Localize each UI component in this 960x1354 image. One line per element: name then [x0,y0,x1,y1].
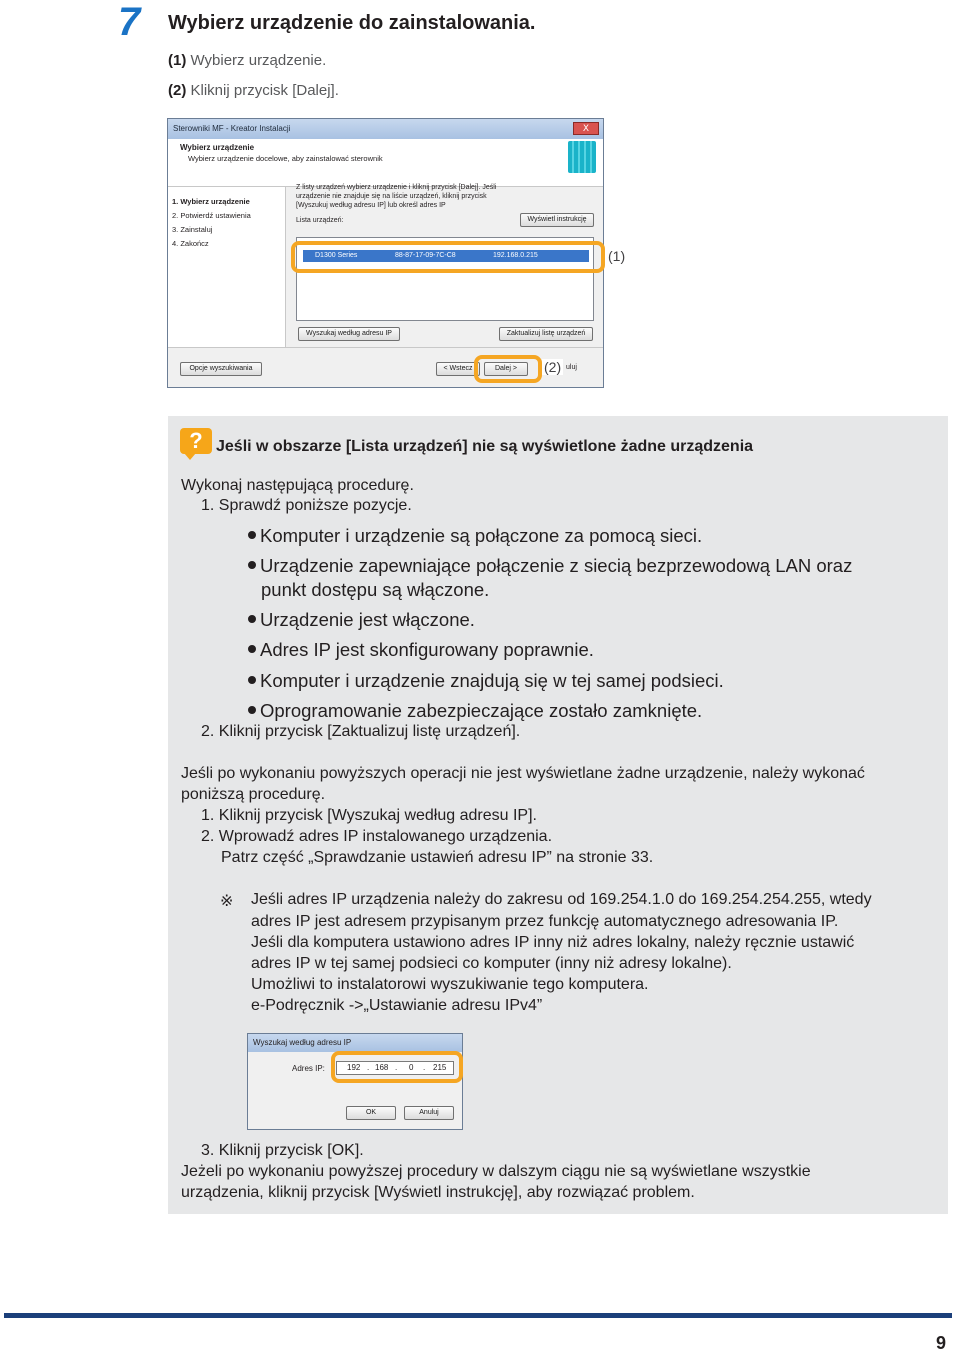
sub-step-3: 3. Kliknij przycisk [OK]. [201,1142,364,1159]
note-line: e-Podręcznik ->„Ustawianie adresu IPv4” [251,997,543,1014]
bullet-icon [248,645,256,653]
substep-2-num: (2) [168,82,187,99]
sub-step-1: 1. Kliknij przycisk [Wyszukaj według adresu IP]. [201,807,537,824]
check-item [248,700,702,722]
note-line: Umożliwi to instalatorowi wyszukiwanie tego komputera. [251,976,649,993]
check-text: Urządzenie jest włączone. [260,609,475,630]
final-line2: urządzenia, kliknij przycisk [Wyświetl instrukcję], aby rozwiązać problem. [181,1184,695,1201]
back-button[interactable]: < Wstecz [436,362,480,376]
substep-1-num: (1) [168,52,187,69]
step-number: 7 [118,0,141,44]
device-list-label: Lista urządzeń: [296,217,344,224]
note-line: adres IP jest adresem przypisanym przez funkcję automatycznego adresowania IP. [251,913,839,930]
ip-highlight [331,1051,463,1083]
installer-header-subtitle: Wybierz urządzenie docelowe, aby zainstalować sterownik [188,154,383,163]
info-step-2: 2. Kliknij przycisk [Zaktualizuj listę urządzeń]. [201,723,521,740]
cancel-button-fragment[interactable]: uluj [566,364,577,371]
callout-1: (1) [608,248,626,264]
installer-titlebar: Sterowniki MF - Kreator Instalacji [168,119,603,139]
ip-octet-1: 192 [347,1063,361,1072]
check-text: Oprogramowanie zabezpieczające zostało zamknięte. [260,700,703,721]
check-item [248,609,475,631]
ip-octet-3: 0 [409,1063,414,1072]
bullet-icon [248,531,256,539]
footer-rule [4,1313,952,1318]
next-button[interactable]: Dalej > [484,362,528,376]
installer-header [168,139,603,187]
question-icon: ? [180,428,212,454]
para2-line2: poniższą procedurę. [181,786,326,803]
note-mark-icon: ※ [220,893,234,910]
device-highlight [291,241,605,273]
para2-line1: Jeśli po wykonaniu powyższych operacji nie jest wyświetlane żadne urządzenie, należy wykonać [181,765,865,782]
note-line: Jeśli dla komputera ustawiono adres IP inny niż adres lokalny, należy ręcznie ustawić [251,934,855,951]
substep-1-text: Wybierz urządzenie. [190,52,327,69]
nav-step-1: 1. Wybierz urządzenie [172,197,250,206]
info-intro: Wykonaj następującą procedurę. [181,477,414,494]
search-by-ip-button[interactable]: Wyszukaj według adresu IP [298,327,400,341]
ip-dot: . [423,1063,426,1072]
bullet-icon [248,615,256,623]
nav-step-4: 4. Zakończ [172,239,209,248]
show-instructions-button[interactable]: Wyświetl instrukcję [520,213,594,227]
sub-step-2: 2. Wprowadź adres IP instalowanego urządzenia. [201,828,553,845]
page-number: 9 [936,1333,947,1353]
nav-step-2: 2. Potwierdź ustawienia [172,211,251,220]
step-title: Wybierz urządzenie do zainstalowania. [168,12,536,34]
installer-description: Z listy urządzeń wybierz urządzenie i kliknij przycisk [Dalej]. Jeśli urządzenie nie znajduje się na liście urządzeń, kliknij przycisk [Wyszukuj według adresu IP] lub określ adres IP [296,184,497,209]
ip-dot: . [367,1063,370,1072]
close-button[interactable]: X [573,122,599,135]
final-line1: Jeżeli po wykonaniu powyższej procedury w dalszym ciągu nie są wyświetlane wszystkie [181,1163,811,1180]
sub-step-2-reference: Patrz część „Sprawdzanie ustawień adresu IP” na stronie 33. [221,849,654,866]
check-item [248,525,702,547]
check-item [248,639,594,661]
device-mac: 88-87-17-09-7C-C8 [395,252,456,259]
bullet-icon [248,561,256,569]
substep-2 [168,82,339,99]
check-text: Komputer i urządzenie znajdują się w tej samej podsieci. [260,670,724,691]
check-text: Komputer i urządzenie są połączone za pomocą sieci. [260,525,703,546]
check-item [248,555,852,577]
nav-step-3: 3. Zainstaluj [172,225,213,234]
note-line: Jeśli adres IP urządzenia należy do zakresu od 169.254.1.0 do 169.254.254.255, wtedy [251,891,872,908]
device-name: D1300 Series [315,252,358,259]
callout-2: (2) [544,359,562,375]
substep-2-text: Kliknij przycisk [Dalej]. [190,82,339,99]
ip-dot: . [395,1063,398,1072]
check-text: Adres IP jest skonfigurowany poprawnie. [260,639,594,660]
note-line: adres IP w tej samej podsieci co komputer (inny niż adresy lokalne). [251,955,732,972]
search-options-button[interactable]: Opcje wyszukiwania [180,362,262,376]
ip-address-label: Adres IP: [292,1064,325,1073]
device-ip: 192.168.0.215 [493,252,538,259]
ip-dialog-title: Wyszukaj według adresu IP [248,1034,462,1052]
check-text: Urządzenie zapewniające połączenie z siecią bezprzewodową LAN oraz [260,555,853,576]
next-highlight [474,355,542,383]
info-title: Jeśli w obszarze [Lista urządzeń] nie są wyświetlone żadne urządzenia [216,438,754,455]
canon-logo-icon [568,141,596,173]
installer-header-title: Wybierz urządzenie [180,143,255,152]
check-item [248,670,724,692]
info-step-1: 1. Sprawdź poniższe pozycje. [201,497,412,514]
check-text-continued: punkt dostępu są włączone. [261,579,490,600]
substep-1 [168,52,326,69]
bullet-icon [248,706,256,714]
installer-step-nav [168,187,286,347]
cancel-button[interactable]: Anuluj [404,1106,454,1120]
refresh-device-list-button[interactable]: Zaktualizuj listę urządzeń [499,327,593,341]
ip-octet-2: 168 [375,1063,389,1072]
ok-button[interactable]: OK [346,1106,396,1120]
bullet-icon [248,676,256,684]
ip-octet-4: 215 [433,1063,447,1072]
